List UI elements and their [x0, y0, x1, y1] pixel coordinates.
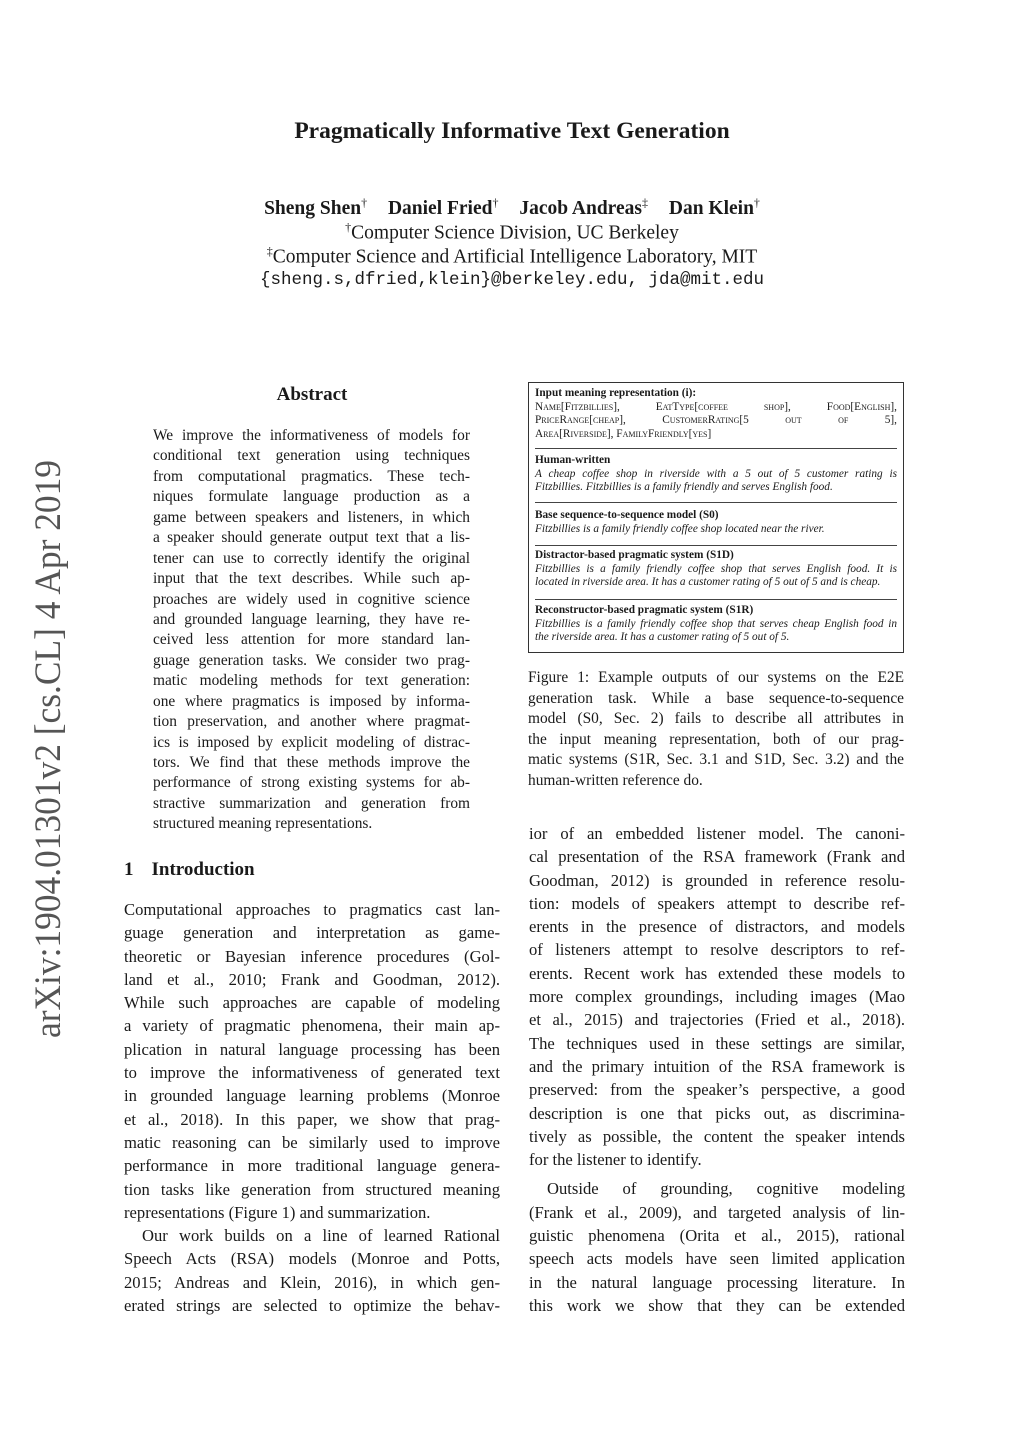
abstract-line: proaches are widely used in cognitive science: [153, 590, 470, 608]
output-text: A cheap coffee shop in riverside with a 5 out of 5 customer rating is: [535, 467, 897, 480]
output-heading: Human-written: [535, 454, 611, 466]
body-line: description is one that picks out, as discrimina-: [529, 1103, 905, 1123]
mr-line: Name[Fitzbillies], EatType[coffee shop], Food[English],: [535, 400, 897, 413]
body-line: for the listener to identify.: [529, 1150, 702, 1170]
body-line: While such approaches are capable of modeling: [124, 993, 500, 1013]
abstract-line: tener can use to correctly identify the original: [153, 549, 470, 567]
body-line: performance in more traditional language genera-: [124, 1156, 500, 1176]
abstract-line: ceived less attention for more standard lan-: [153, 631, 470, 649]
body-line: theoretic or Bayesian inference procedures (Gol-: [124, 946, 500, 966]
body-line: Outside of grounding, cognitive modeling: [547, 1179, 905, 1199]
right-column-body: [529, 822, 905, 1317]
body-line: guistic phenomena (Orita et al., 2015), rational: [529, 1226, 905, 1246]
body-line: tively as possible, the content the speaker intends: [529, 1126, 905, 1146]
abstract-line: a speaker should generate output text that a lis-: [153, 529, 470, 547]
left-column-body: [124, 898, 500, 1317]
body-line: speech acts models have seen limited application: [529, 1249, 905, 1269]
caption-line: human-written reference do.: [528, 771, 703, 789]
body-line: Speech Acts (RSA) models (Monroe and Potts,: [124, 1249, 500, 1269]
output-text: Fitzbillies is a family friendly coffee shop located near the river.: [535, 522, 825, 535]
arxiv-stamp-text: arXiv:1904.01301v2 [cs.CL] 4 Apr 2019: [28, 460, 68, 1038]
abstract-line: guage generation tasks. We consider two prag-: [153, 651, 470, 669]
abstract-line: matic modeling methods for text generation:: [153, 672, 470, 690]
body-line: Computational approaches to pragmatics cast lan-: [124, 900, 500, 919]
body-line: matic reasoning can be similarly used to improve: [124, 1132, 500, 1152]
caption-line: generation task. While a base sequence-to-sequence: [528, 689, 904, 707]
abstract-heading: Abstract: [276, 384, 348, 405]
body-line: (Frank et al., 2009), and targeted analysis of lin-: [529, 1202, 905, 1222]
body-line: erents in the presence of distractors, and models: [529, 917, 905, 937]
body-line: et al., 2015) and trajectories (Fried et al., 2018).: [529, 1010, 905, 1030]
body-line: in grounded language learning problems (Monroe: [124, 1086, 500, 1106]
author: Daniel Fried†: [387, 195, 499, 219]
figure-input-heading: Input meaning representation (i):: [535, 387, 697, 399]
author-list: [0, 195, 1024, 220]
body-line: tion tasks like generation from structured meaning: [124, 1179, 500, 1199]
output-text: located in riverside area. It has a customer rating of 5 out of 5 and is cheap.: [535, 576, 881, 588]
abstract-line: stractive summarization and generation from: [153, 794, 470, 812]
abstract-line: tors. We find that these methods improve the: [153, 754, 470, 771]
figure-divider: [535, 502, 897, 503]
output-heading: Base sequence-to-sequence model (S0): [535, 509, 719, 521]
body-line: ior of an embedded listener model. The canoni-: [529, 824, 905, 843]
figure-1-caption: [528, 668, 904, 791]
body-line: et al., 2018). In this paper, we show that prag-: [124, 1109, 500, 1129]
figure-divider: [535, 599, 897, 600]
body-line: erents. Recent work has extended these models to: [529, 963, 905, 983]
abstract-line: tion preservation, and another where pragmat-: [153, 713, 470, 731]
abstract-body: [153, 426, 470, 835]
body-line: in the natural language processing literature. In: [529, 1272, 905, 1292]
figure-output-section: [535, 604, 897, 645]
output-text: Fitzbillies is a family friendly coffee shop that serves cheap English food in: [535, 617, 897, 630]
abstract-line: niques formulate language production as a: [153, 488, 470, 506]
body-line: a variety of pragmatic phenomena, their main ap-: [124, 1016, 500, 1036]
abstract-line: We improve the informativeness of models for: [153, 427, 470, 444]
body-line: representations (Figure 1) and summarization.: [124, 1202, 431, 1222]
author: Dan Klein†: [668, 195, 760, 219]
figure-output-section: [535, 509, 897, 536]
abstract-line: from computational pragmatics. These tech-: [153, 467, 470, 485]
body-line: The techniques used in these settings are similar,: [529, 1033, 905, 1053]
body-line: Our work builds on a line of learned Rational: [142, 1226, 500, 1246]
body-line: cal presentation of the RSA framework (Frank and: [529, 847, 905, 867]
body-line: tion: models of speakers attempt to describe ref-: [529, 893, 905, 913]
figure-input-section: [535, 387, 897, 441]
body-line: of listeners attempt to resolve descriptors to ref-: [529, 940, 905, 960]
abstract-line: performance of strong existing systems for ab-: [153, 774, 470, 792]
mr-line: Area[Riverside], FamilyFriendly[yes]: [535, 427, 712, 440]
paper-title: Pragmatically Informative Text Generation: [294, 118, 730, 144]
figure-1-table: [528, 382, 904, 653]
body-line: erated strings are selected to optimize the behav-: [124, 1296, 500, 1316]
author: Jacob Andreas‡: [519, 195, 648, 219]
figure-output-section: [535, 549, 897, 590]
abstract-line: and grounded language learning, they have re-: [153, 610, 470, 628]
body-line: preserved: from the speaker’s perspective, a good: [529, 1080, 905, 1100]
body-line: guage generation and interpretation as game-: [124, 923, 500, 943]
body-line: this work we show that they can be extended: [529, 1295, 905, 1315]
body-line: plication in natural language processing has been: [124, 1039, 500, 1059]
caption-line: matic systems (S1R, Sec. 3.1 and S1D, Sec. 3.2) and the: [528, 751, 904, 768]
caption-line: model (S0, Sec. 2) fails to describe all attributes in: [528, 710, 904, 727]
abstract-line: input that the text describes. While such ap-: [153, 570, 470, 588]
body-line: 2015; Andreas and Klein, 2016), in which gen-: [124, 1272, 500, 1292]
affiliation: †Computer Science Division, UC Berkeley: [345, 220, 679, 244]
body-line: more complex groundings, including images (Mao: [529, 987, 905, 1007]
author-emails: {sheng.s,dfried,klein}@berkeley.edu, jda@mit.edu: [259, 270, 765, 290]
body-line: and the primary intuition of the RSA framework is: [529, 1056, 905, 1076]
abstract-line: conditional text generation using techniques: [153, 447, 470, 465]
section-heading: 1 Introduction: [124, 859, 255, 880]
abstract-line: game between speakers and listeners, in which: [153, 508, 470, 526]
caption-line: Figure 1: Example outputs of our systems on the E2E: [528, 669, 904, 686]
body-line: to improve the informativeness of generated text: [124, 1063, 500, 1083]
output-text: Fitzbillies. Fitzbillies is a family friendly and serves English food.: [535, 481, 833, 493]
output-heading: Distractor-based pragmatic system (S1D): [535, 549, 734, 561]
figure-output-section: [535, 454, 897, 495]
figure-divider: [535, 545, 897, 546]
body-line: Goodman, 2012) is grounded in reference resolu-: [529, 870, 905, 890]
caption-line: the input meaning representation, both of our prag-: [528, 730, 904, 748]
output-heading: Reconstructor-based pragmatic system (S1R): [535, 604, 754, 616]
figure-divider: [535, 448, 897, 449]
author: Sheng Shen†: [264, 195, 368, 219]
output-text: the riverside area. It has a customer rating of 5 out of 5.: [535, 631, 790, 643]
output-text: Fitzbillies is a family friendly coffee shop that serves English food. It is: [535, 562, 897, 575]
body-line: land et al., 2010; Frank and Goodman, 2012).: [124, 969, 500, 989]
abstract-line: ics is imposed by explicit modeling of distrac-: [153, 733, 470, 751]
mr-line: PriceRange[cheap], CustomerRating[5 out of 5],: [535, 414, 897, 426]
affiliation: ‡Computer Science and Artificial Intelligence Laboratory, MIT: [266, 244, 758, 268]
abstract-line: structured meaning representations.: [153, 815, 373, 833]
arxiv-side-stamp: [22, 460, 68, 1040]
abstract-line: one where pragmatics is imposed by informa-: [153, 692, 470, 710]
